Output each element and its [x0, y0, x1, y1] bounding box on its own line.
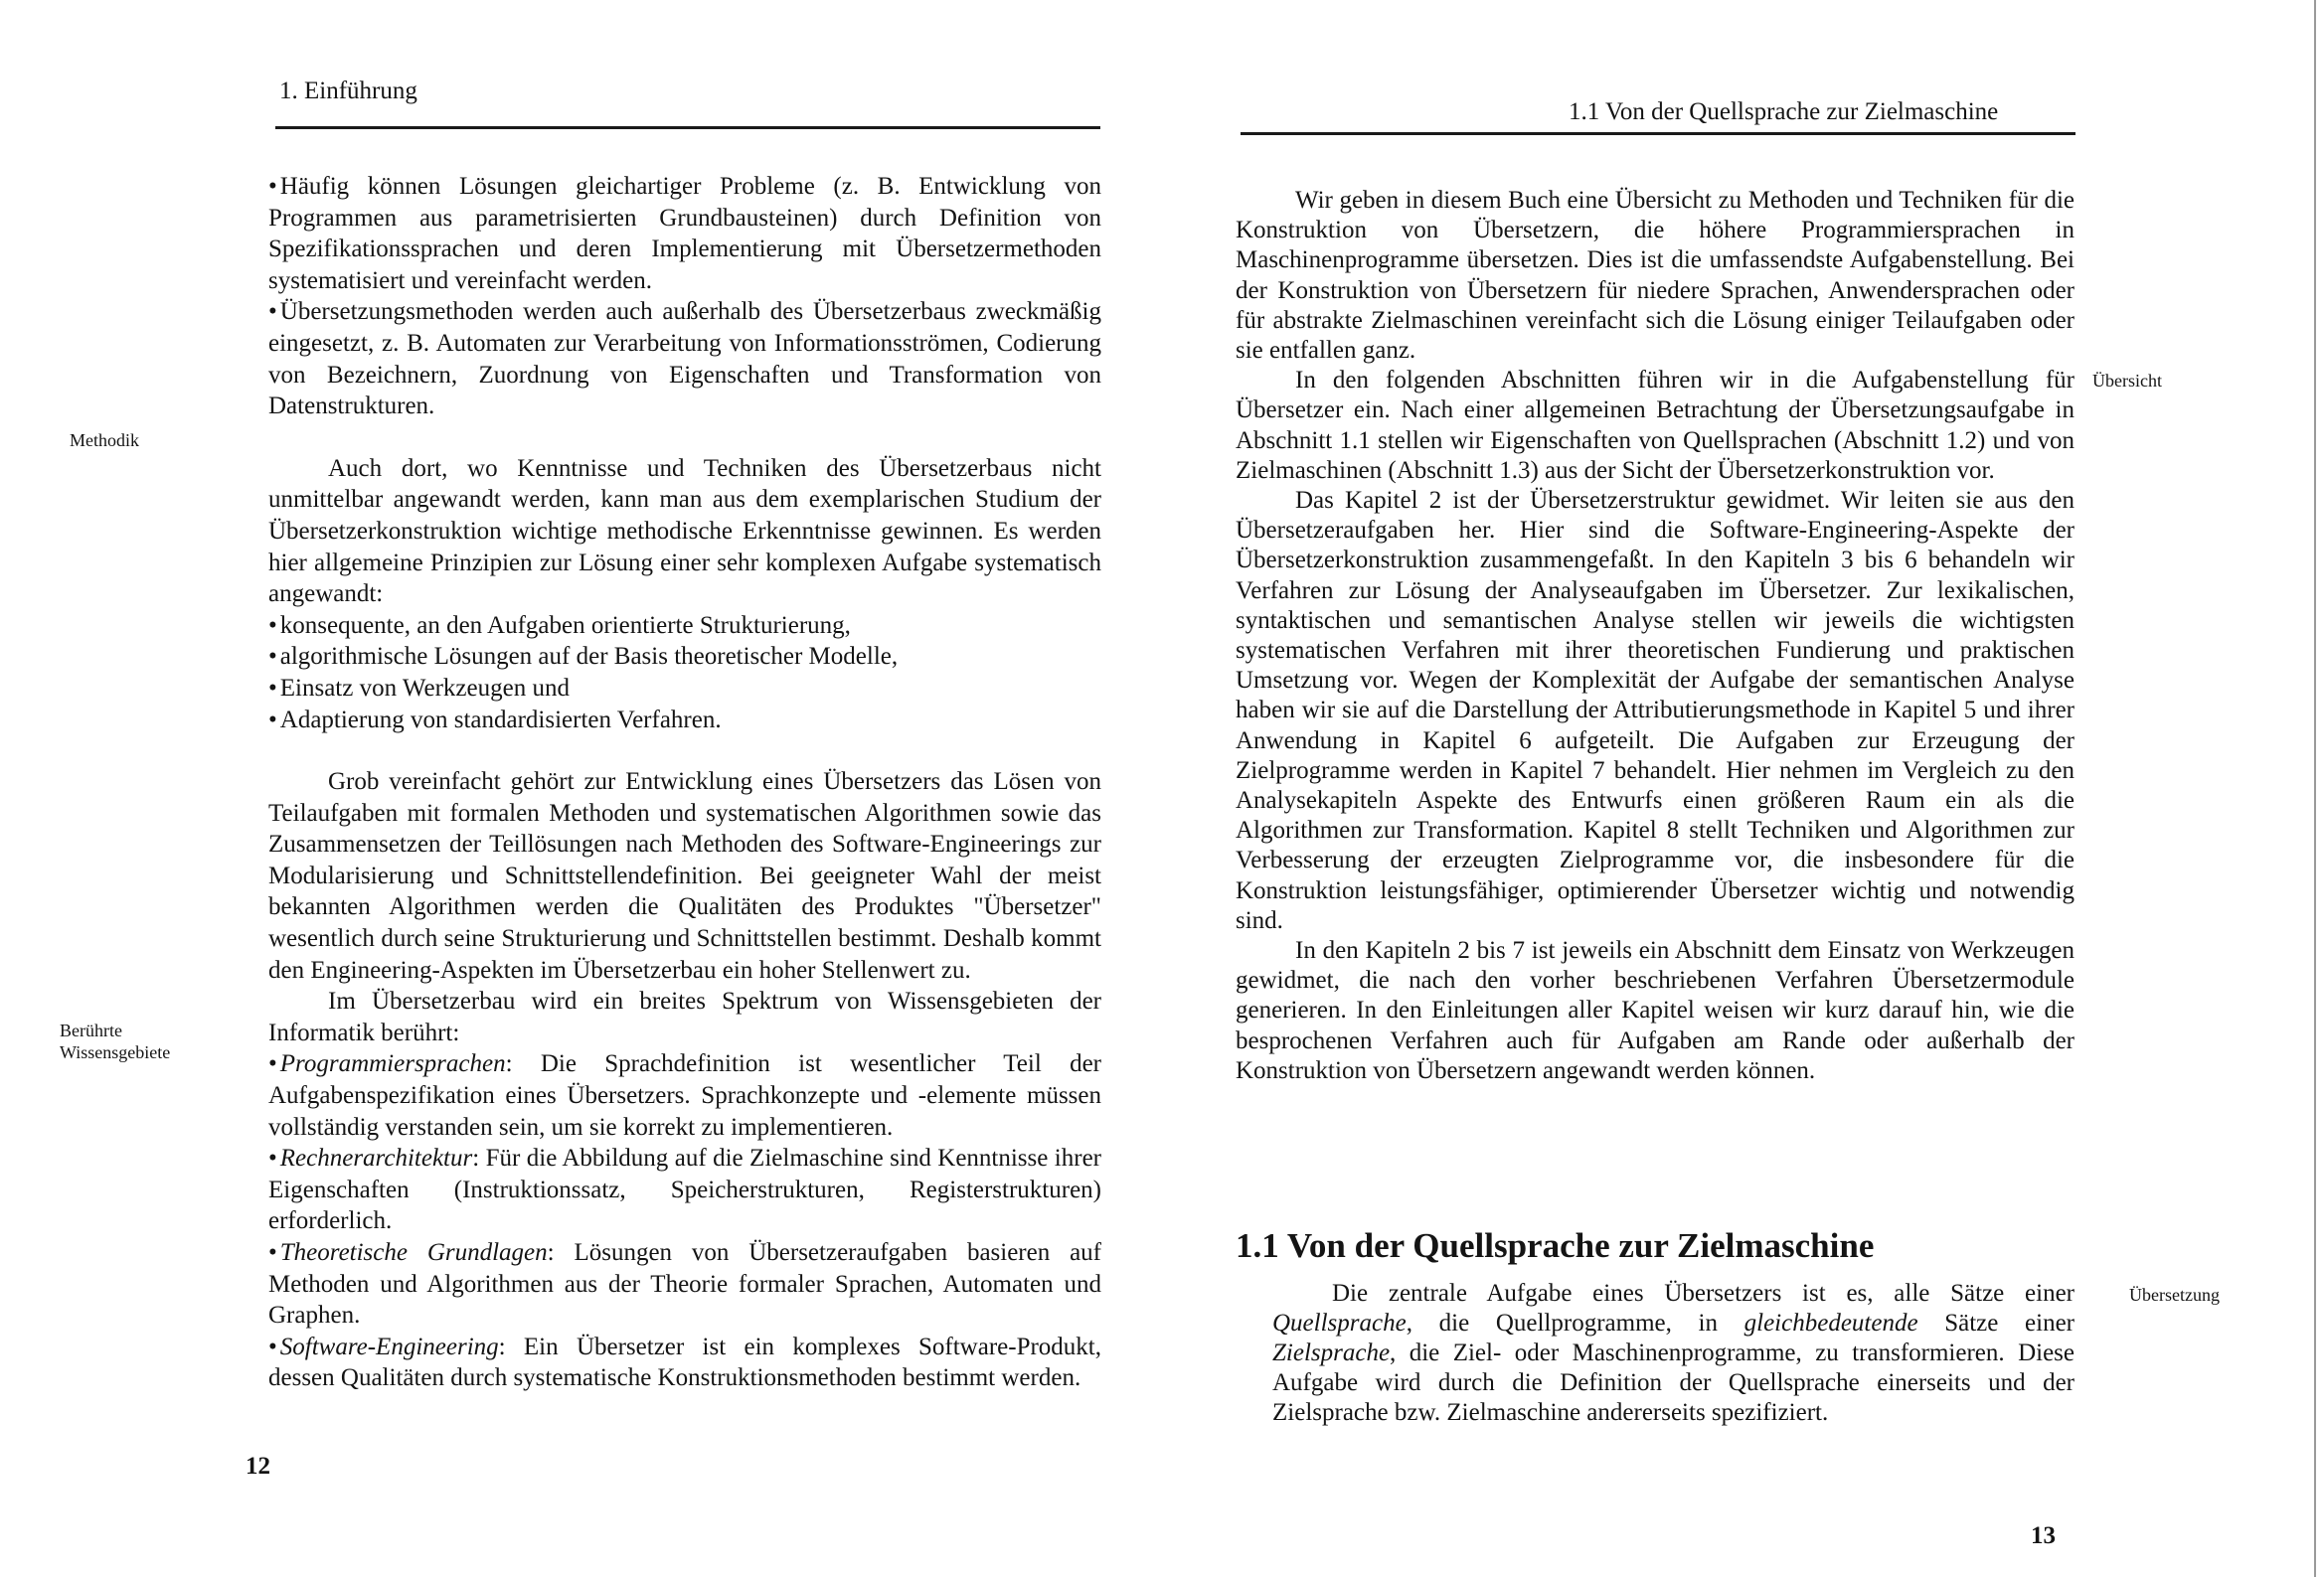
- right-running-header: 1.1 Von der Quellsprache zur Zielmaschine: [1569, 98, 1999, 125]
- field-text: : Ein Übersetzer ist ein komplexes Software-Produkt, dessen Qualitäten durch systematische Konstruktionsmethoden bestimmt werden.: [268, 1333, 1101, 1392]
- intro-paragraph: Wir geben in diesem Buch eine Übersicht zu Methoden und Techniken für die Konstruktion von Übersetzern, die höhere Programmiersprachen in Maschinenprogramme übersetzen. Dies ist die umfassendste Aufgabenstellung. Bei der Konstruktion von Übersetzern für niedere Sprachen, Anwendersprachen oder für abstrakte Zielmaschinen vereinfacht sich die Lösung einiger Teilaufgaben oder sie entfallen ganz.: [1236, 187, 2075, 365]
- field-text: : Die Sprachdefinition ist wesentlicher Teil der Aufgabenspezifikation eines Übersetzers. Sprachkonzepte und -elemente müssen vollständig verstanden sein, um sie korrekt zu implementieren.: [268, 1050, 1101, 1141]
- left-header-rule: [275, 126, 1100, 129]
- section-emphasis: Zielsprache: [1272, 1340, 1391, 1366]
- spektrum-paragraph: Im Übersetzerbau wird ein breites Spektrum von Wissensgebieten der Informatik berührt:: [268, 988, 1101, 1046]
- margin-note-wissensgebiete-line1: Berührte: [60, 1021, 122, 1040]
- margin-note-wissensgebiete: [60, 1020, 170, 1063]
- margin-note-uebersetzung: Übersetzung: [2129, 1285, 2220, 1305]
- section-paragraph: [1272, 1279, 2075, 1428]
- section-text: , die Ziel- oder Maschinenprogramme, zu transformieren. Diese Aufgabe wird durch die Definition der Quellsprache einerseits und der Zielsprache bzw. Zielmaschine andererseits spezifiziert.: [1272, 1340, 2075, 1426]
- left-page-number: 12: [246, 1453, 270, 1480]
- section-text: , die Quellprogramme, in: [1406, 1310, 1744, 1337]
- principle-item: • Einsatz von Werkzeugen und: [268, 673, 1101, 705]
- field-term: Software-Engineering: [279, 1333, 499, 1360]
- margin-note-wissensgebiete-line2: Wissensgebiete: [60, 1042, 171, 1062]
- section-emphasis: Quellsprache: [1272, 1310, 1407, 1337]
- intro-paragraph: In den folgenden Abschnitten führen wir in die Aufgabenstellung für Übersetzer ein. Nach einer allgemeinen Betrachtung der Übersetzungsaufgabe in Abschnitt 1.1 stellen wir Eigenschaften von Quellsprachen (Abschnitt 1.2) und von Zielmaschinen (Abschnitt 1.3) aus der Sicht der Übersetzerkonstruktion vor.: [1236, 367, 2075, 484]
- field-term: Programmiersprachen: [279, 1050, 506, 1078]
- grob-paragraph: Grob vereinfacht gehört zur Entwicklung eines Übersetzers das Lösen von Teilaufgaben mit formalen Methoden und systematischen Algorithmen sowie das Zusammensetzen der Teillösungen nach Methoden des Software-Engineerings zur Modularisierung und Schnittstellendefinition. Bei geeigneter Wahl der meist bekannten Algorithmen werden die Qualitäten des Produktes "Übersetzer" wesentlich durch seine Strukturierung und Schnittstellen bestimmt. Deshalb kommt den Engineering-Aspekten im Übersetzerbau ein hoher Stellenwert zu.: [268, 768, 1101, 984]
- left-body-text: [268, 171, 1101, 1394]
- section-heading: 1.1 Von der Quellsprache zur Zielmaschine: [1236, 1226, 1875, 1265]
- field-item: [268, 1237, 1101, 1332]
- intro-paragraph: Das Kapitel 2 ist der Übersetzerstruktur gewidmet. Wir leiten sie aus den Übersetzeraufgaben her. Hier sind die Software-Engineering-Aspekte der Übersetzerkonstruktion zusammengefaßt. In den Kapiteln 3 bis 6 behandeln wir Verfahren zur Lösung der Analyseaufgaben im Übersetzer. Zur lexikalischen, syntaktischen und semantischen Analyse stellen wir jeweils die wichtigsten systematischen Verfahren mit ihrer theoretischen Fundierung und praktischen Umsetzung vor. Wegen der Komplexität der Aufgabe der semantischen Analyse haben wir sie auf die Darstellung der Attributierungsmethode in Kapitel 5 und ihrer Anwendung in Kapitel 6 aufgeteilt. Die Aufgaben zur Erzeugung der Zielprogramme werden in Kapitel 7 behandelt. Hier nehmen im Vergleich zu den Analysekapiteln Aspekte des Entwurfs einen größeren Raum ein als die Algorithmen zur Transformation. Kapitel 8 stellt Techniken und Algorithmen zur Verbesserung der erzeugten Zielprogramme vor, die insbesondere für die Konstruktion leistungsfähiger, optimierender Übersetzer wichtig und notwendig sind.: [1236, 487, 2075, 934]
- field-term: Rechnerarchitektur: [279, 1145, 473, 1173]
- intro-bullet: • Häufig können Lösungen gleichartiger Probleme (z. B. Entwicklung von Programmen aus parametrisierten Grundbausteinen) durch Definition von Spezifikationssprachen und deren Implementierung mit Übersetzermethoden systematisiert und vereinfacht werden.: [268, 171, 1101, 296]
- field-text: : Lösungen von Übersetzeraufgaben basieren auf Methoden und Algorithmen aus der Theorie formaler Sprachen, Automaten und Graphen.: [268, 1239, 1101, 1330]
- left-running-header: 1. Einführung: [279, 78, 417, 104]
- intro-bullet: • Übersetzungsmethoden werden auch außerhalb des Übersetzerbaus zweckmäßig eingesetzt, z. B. Automaten zur Verarbeitung von Informationsströmen, Codierung von Bezeichnern, Zuordnung von Eigenschaften und Transformation von Datenstrukturen.: [268, 296, 1101, 421]
- margin-note-uebersicht: Übersicht: [2092, 371, 2162, 391]
- right-page-number: 13: [2031, 1522, 2056, 1549]
- field-text: : Für die Abbildung auf die Zielmaschine sind Kenntnisse ihrer Eigenschaften (Instruktionssatz, Speicherstrukturen, Registerstrukturen) erforderlich.: [268, 1145, 1101, 1235]
- section-text: Die zentrale Aufgabe eines Übersetzers ist es, alle Sätze einer: [1332, 1280, 2075, 1307]
- methodik-paragraph: Auch dort, wo Kenntnisse und Techniken des Übersetzerbaus nicht unmittelbar angewandt werden, kann man aus dem exemplarischen Studium der Übersetzerkonstruktion wichtige methodische Erkenntnisse gewinnen. Es werden hier allgemeine Prinzipien zur Lösung einer sehr komplexen Aufgabe systematisch angewandt:: [268, 454, 1101, 608]
- right-header-rule: [1241, 132, 2075, 135]
- right-body-text: [1236, 186, 2075, 1086]
- principle-item: • konsequente, an den Aufgaben orientierte Strukturierung,: [268, 610, 1101, 642]
- field-term: Theoretische Grundlagen: [279, 1239, 548, 1266]
- section-text: Sätze einer: [1917, 1310, 2075, 1337]
- intro-paragraph: In den Kapiteln 2 bis 7 ist jeweils ein Abschnitt dem Einsatz von Werkzeugen gewidmet, die nach den vorher beschriebenen Verfahren Übersetzermodule generieren. In den Einleitungen aller Kapitel weisen wir kurz darauf hin, wie die besprochenen Verfahren auch für Aufgaben am Rande oder außerhalb der Konstruktion von Übersetzern angewandt werden können.: [1236, 937, 2075, 1084]
- principle-item: • algorithmische Lösungen auf der Basis theoretischer Modelle,: [268, 641, 1101, 673]
- section-body-text: [1272, 1279, 2075, 1428]
- field-item: [268, 1332, 1101, 1394]
- margin-note-methodik: Methodik: [70, 430, 139, 450]
- field-item: [268, 1143, 1101, 1237]
- principle-item: • Adaptierung von standardisierten Verfahren.: [268, 705, 1101, 736]
- field-item: [268, 1048, 1101, 1143]
- page-edge-shadow: [2314, 0, 2316, 1577]
- section-emphasis: gleichbedeutende: [1743, 1310, 1918, 1337]
